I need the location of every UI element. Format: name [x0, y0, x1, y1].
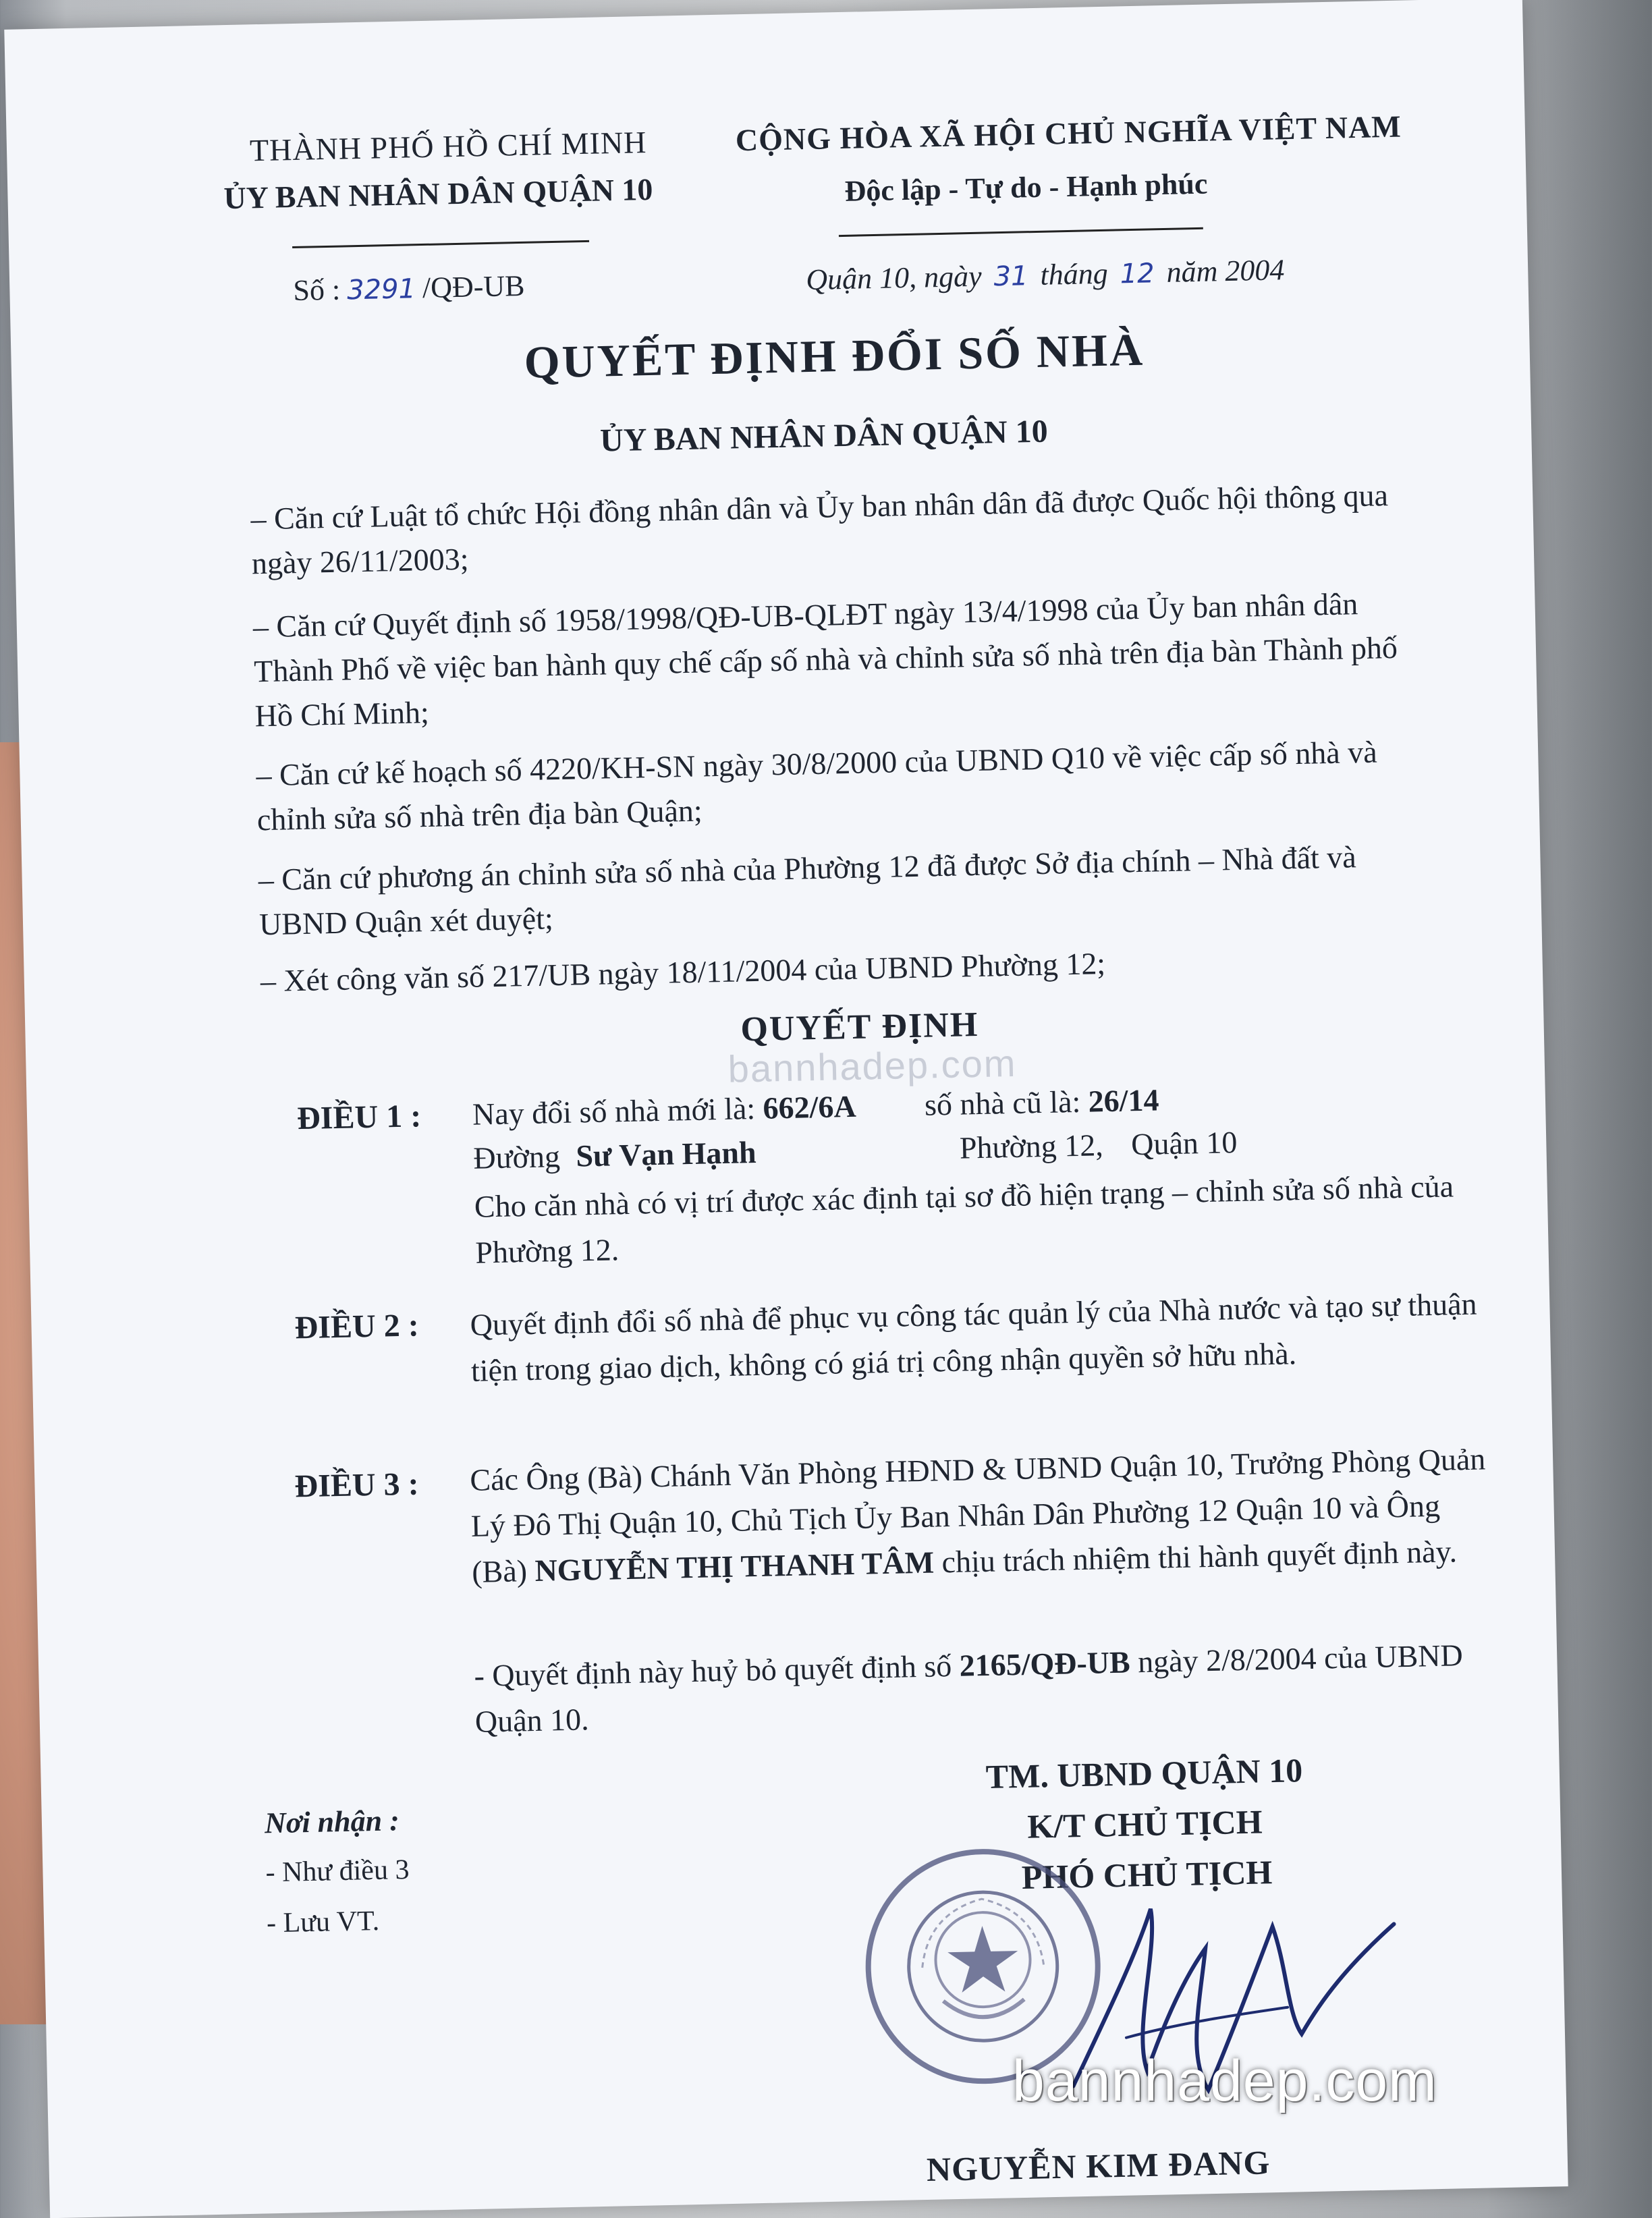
article-1-label: ĐIỀU 1 :: [296, 1098, 422, 1137]
article-3-text-after: chịu trách nhiệm thi hành quyết định này.: [941, 1534, 1458, 1580]
basis-item: – Xét công văn số 217/UB ngày 18/11/2004 của UBND Phường 12;: [260, 946, 1106, 999]
article-2-label: ĐIỀU 2 :: [294, 1307, 420, 1346]
header-right-divider: [839, 227, 1203, 237]
header-motto: Độc lập - Tự do - Hạnh phúc: [844, 167, 1208, 208]
article-1-new-number: 662/6A: [763, 1088, 857, 1126]
document-issuer: ỦY BAN NHÂN DÂN QUẬN 10: [599, 413, 1049, 459]
header-republic: CỘNG HÒA XÃ HỘI CHỦ NGHĨA VIỆT NAM: [735, 109, 1402, 158]
date-day: 31: [993, 260, 1028, 293]
decision-heading: QUYẾT ĐỊNH: [740, 1005, 979, 1049]
basis-item: – Căn cứ kế hoạch số 4220/KH-SN ngày 30/8/2000 của UBND Q10 về việc cấp số nhà và chỉnh sửa số nhà trên địa bàn Quận;: [255, 734, 1378, 837]
article-1-street-label: Đường: [472, 1139, 561, 1175]
recipient-item: - Như điều 3: [265, 1854, 410, 1889]
reference-suffix: /QĐ-UB: [422, 269, 525, 305]
header-committee: ỦY BAN NHÂN DÂN QUẬN 10: [223, 171, 653, 216]
annulment-before: - Quyết định này huỷ bỏ quyết định số: [473, 1648, 952, 1693]
article-1-new-prefix: Nay đổi số nhà mới là:: [472, 1090, 756, 1132]
article-1-old-number: 26/14: [1088, 1082, 1160, 1119]
article-3-text: [470, 1436, 1498, 1595]
article-1-text: Cho căn nhà có vị trí được xác định tại sơ đồ hiện trạng – chỉnh sửa số nhà của Phường 12.: [474, 1169, 1454, 1270]
annulment-after: ngày 2/8/2004 của UBND Quận 10.: [474, 1638, 1464, 1739]
reference-handwritten-number: 3291: [346, 273, 416, 306]
article-2-text: Quyết định đổi số nhà để phục vụ công tác quản lý của Nhà nước và tạo sự thuận tiện trong giao dịch, không có giá trị công nhận quyền sở hữu nhà.: [470, 1286, 1477, 1388]
article-3-label: ĐIỀU 3 :: [294, 1466, 420, 1505]
article-1-line-2: [473, 1124, 1238, 1176]
article-3-person: NGUYỄN THỊ THANH TÂM: [534, 1545, 935, 1588]
basis-item: – Căn cứ Luật tổ chức Hội đồng nhân dân và Ủy ban nhân dân đã được Quốc hội thông qua ngày 26/11/2003;: [250, 478, 1389, 581]
document-title: QUYẾT ĐỊNH ĐỔI SỐ NHÀ: [523, 323, 1145, 388]
watermark-footer: bannhadep.com: [1012, 2049, 1437, 2113]
date-month: 12: [1120, 258, 1155, 290]
reference-number: [293, 269, 525, 308]
reference-prefix: Số :: [292, 273, 341, 308]
recipients-title: Nơi nhận :: [264, 1804, 400, 1840]
basis-item: – Căn cứ Quyết định số 1958/1998/QĐ-UB-QLĐT ngày 13/4/1998 của Ủy ban nhân dân Thành Phố về việc ban hành quy chế cấp số nhà và chỉnh sửa số nhà trên địa bàn Thành phố Hồ Chí Minh;: [252, 586, 1398, 733]
watermark-middle: bannhadep.com: [727, 1041, 1017, 1090]
article-1-ward: Phường 12,: [959, 1128, 1104, 1165]
document-paper: [4, 0, 1568, 2218]
annulment-number: 2165/QĐ-UB: [959, 1644, 1131, 1683]
basis-item: – Căn cứ phương án chỉnh sửa số nhà của Phường 12 đã được Sở địa chính – Nhà đất và UBND Quận xét duyệt;: [258, 839, 1357, 942]
signature-line-2: K/T CHỦ TỊCH: [1026, 1802, 1263, 1846]
recipient-item: - Lưu VT.: [266, 1905, 380, 1939]
article-3-annulment: [474, 1632, 1502, 1745]
article-1-street: Sư Vạn Hạnh: [575, 1134, 756, 1173]
signature-line-3: PHÓ CHỦ TỊCH: [1021, 1853, 1273, 1896]
article-1-old-prefix: số nhà cũ là:: [924, 1084, 1081, 1122]
article-1-line-1: [472, 1082, 1159, 1132]
header-city: THÀNH PHỐ HỒ CHÍ MINH: [249, 125, 647, 168]
article-3-text-before: Các Ông (Bà) Chánh Văn Phòng HĐND & UBND Quận 10, Trưởng Phòng Quản Lý Đô Thị Quận 10, Chủ Tịch Ủy Ban Nhân Dân Phường 12 Quận 10 và Ông (Bà): [469, 1441, 1486, 1589]
date-month-label: tháng: [1039, 256, 1109, 292]
signer-name: NGUYỄN KIM ĐANG: [926, 2143, 1271, 2188]
signature-line-1: TM. UBND QUẬN 10: [985, 1751, 1303, 1796]
date-year: năm 2004: [1166, 253, 1285, 289]
issue-date: [806, 252, 1285, 297]
date-place: Quận 10, ngày: [805, 259, 983, 297]
article-1-district: Quận 10: [1130, 1125, 1238, 1162]
header-left-divider: [292, 240, 589, 248]
